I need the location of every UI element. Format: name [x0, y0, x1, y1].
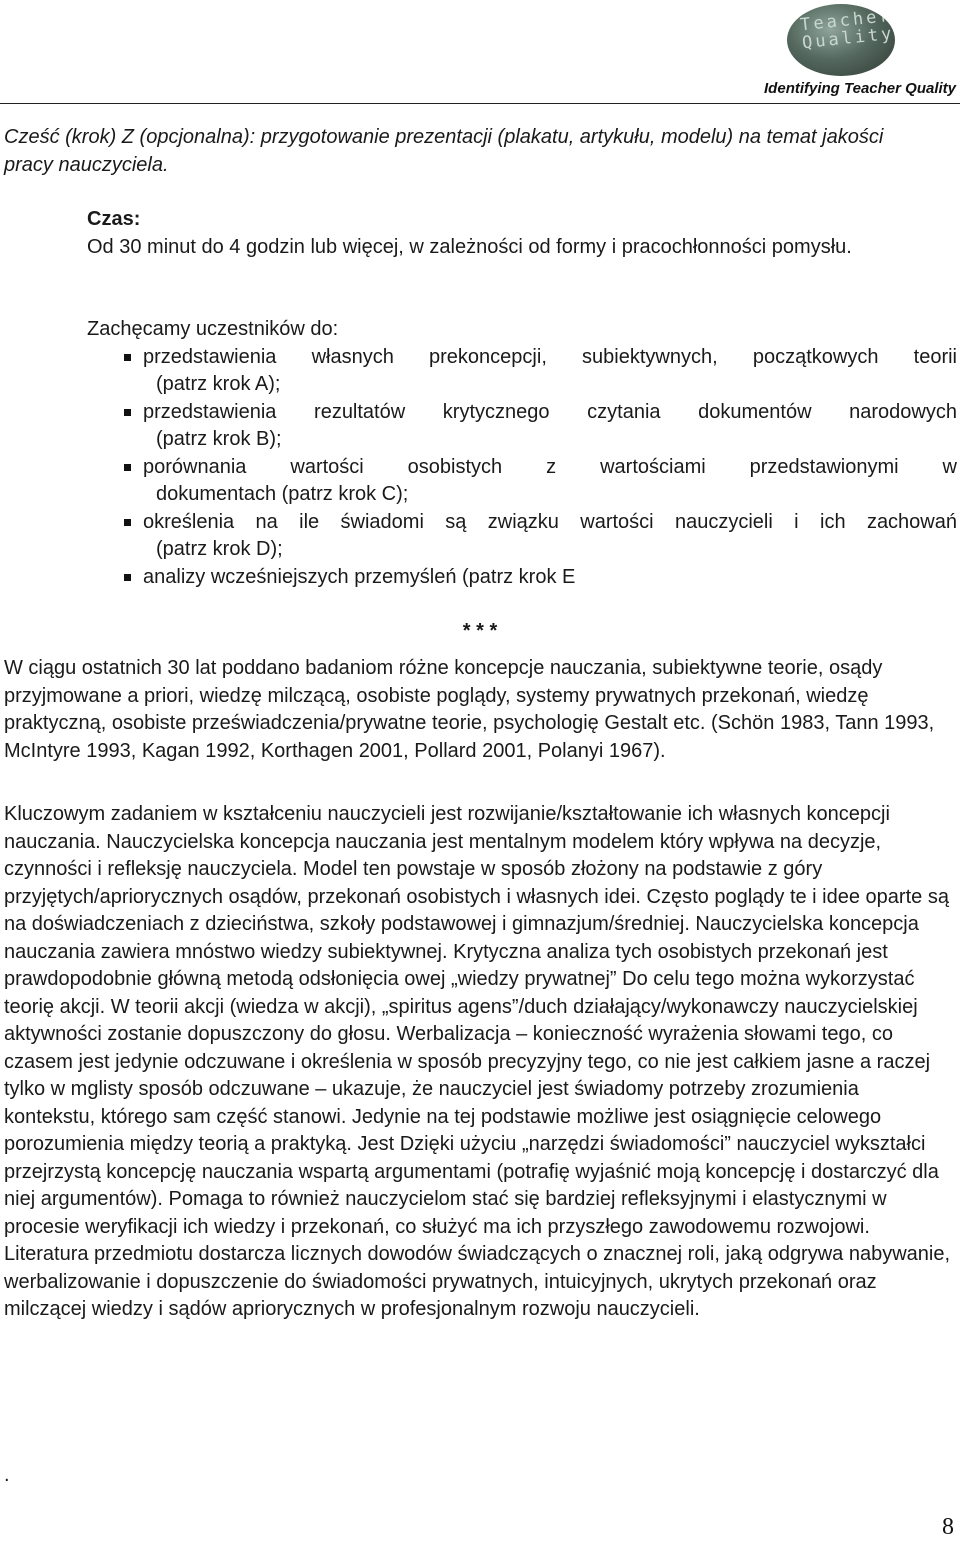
list-item-text: porównania wartości osobistych z wartościami przedstawionymi w — [143, 455, 957, 478]
list-item — [87, 509, 957, 564]
list-item — [87, 564, 957, 592]
time-heading: Czas: — [87, 208, 141, 230]
time-section — [87, 206, 957, 261]
encourage-section — [87, 316, 957, 591]
square-bullet-icon — [124, 574, 131, 581]
body-paragraph-1: W ciągu ostatnich 30 lat poddano badaniom różne koncepcje nauczania, subiektywne teorie, osądy przyjmowane a priori, wiedzę milczącą, osobiste poglądy, systemy prywatnych przekonań, wiedzę praktyczną, osobiste przeświadczenia/prywatne teorie, psychologię Gestalt etc. (Schön 1983, Tann 1993, McIntyre 1993, Kagan 1992, Korthagen 2001, Pollard 2001, Polanyi 1967). — [4, 657, 935, 762]
square-bullet-icon — [124, 409, 131, 416]
time-text: Od 30 minut do 4 godzin lub więcej, w zależności od formy i pracochłonności pomysłu. — [87, 235, 852, 258]
intro-text: Cześć (krok) Z (opcjonalna): przygotowanie prezentacji (plakatu, artykułu, modelu) na temat jakości pracy nauczyciela. — [4, 126, 884, 176]
square-bullet-icon — [124, 464, 131, 471]
list-item-text: przedstawienia rezultatów krytycznego czytania dokumentów narodowych — [143, 400, 957, 423]
teacher-quality-logo — [787, 4, 895, 76]
encourage-list — [87, 344, 957, 592]
list-item — [87, 454, 957, 509]
square-bullet-icon — [124, 354, 131, 361]
header-title: Identifying Teacher Quality — [764, 80, 956, 97]
encourage-lead: Zachęcamy uczestników do: — [87, 318, 339, 340]
square-bullet-icon — [124, 519, 131, 526]
trailing-dot: . — [4, 1464, 10, 1486]
list-item-continuation: (patrz krok B); — [156, 428, 282, 450]
list-item-text: analizy wcześniejszych przemyśleń (patrz krok E — [143, 565, 576, 588]
body-paragraph-2: Kluczowym zadaniem w kształceniu nauczycieli jest rozwijanie/kształtowanie ich własnych koncepcji nauczania. Nauczycielska koncepcja nauczania jest mentalnym modelem który wpływa na decyzje, czynności i refleksję nauczyciela. Model ten powstaje w sposób złożony na podstawie z góry przyjętych/apriorycznych osądów, przekonań osobistych i własnych idei. Często poglądy te i idee oparte są na doświadczeniach z dzieciństwa, szkoły podstawowej i gimnazjum/średniej. Nauczycielska koncepcja nauczania zawiera mnóstwo wiedzy subiektywnej. Krytyczna analiza tych osobistych przekonań jest prawdopodobnie główną metodą odsłonięcia owej „wiedzy prywatnej” Do celu tego można wykorzystać teorię akcji. W teorii akcji (wiedza w akcji), „spiritus agens”/duch działający/wykonawczy nauczycielskiej aktywności zostanie dopuszczony do głosu. Werbalizacja – konieczność wyrażenia słowami tego, co czasem jest jedynie odczuwane i określenia w sposób precyzyjny tego, co nie jest całkiem jasne a raczej tylko w mglisty sposób odczuwane – ukazuje, że nauczyciel jest świadomy potrzeby zrozumienia kontekstu, którego sam część stanowi. Jedynie na tej podstawie możliwe jest osiągnięcie celowego porozumienia między teorią a praktyką. Jest Dzięki użyciu „narzędzi świadomości” nauczyciel wykształci przejrzystą koncepcję nauczania wspartą argumentami (potrafię wyjaśnić moją koncepcję i dostarczyć dla niej argumentów). Pomaga to również nauczycielom stać się bardziej refleksyjnymi i elastycznymi w procesie weryfikacji ich wiedzy i przekonań, co służyć ma ich przyszłego zawodowemu rozwojowi. Literatura przedmiotu dostarcza licznych dowodów świadczących o znacznej roli, jaką odgrywa nabywanie, werbalizowanie i dopuszczenie do świadomości prywatnych, intuicyjnych, ukrytych przekonań oraz milczącej wiedzy i sądów apriorycznych w profesjonalnym rozwoju nauczycieli. — [4, 803, 951, 1320]
list-item-continuation: dokumentach (patrz krok C); — [156, 483, 409, 505]
header-divider — [0, 103, 960, 104]
list-item — [87, 344, 957, 399]
list-item-text: przedstawienia własnych prekoncepcji, subiektywnych, początkowych teorii — [143, 345, 957, 368]
section-separator: * * * — [462, 620, 498, 642]
page-number: 8 — [942, 1514, 954, 1540]
list-item — [87, 399, 957, 454]
list-item-continuation: (patrz krok A); — [156, 373, 281, 395]
list-item-text: określenia na ile świadomi są związku wartości nauczycieli i ich zachowań — [143, 510, 957, 533]
list-item-continuation: (patrz krok D); — [156, 538, 283, 560]
logo-text: Teacher Quality — [799, 5, 895, 54]
